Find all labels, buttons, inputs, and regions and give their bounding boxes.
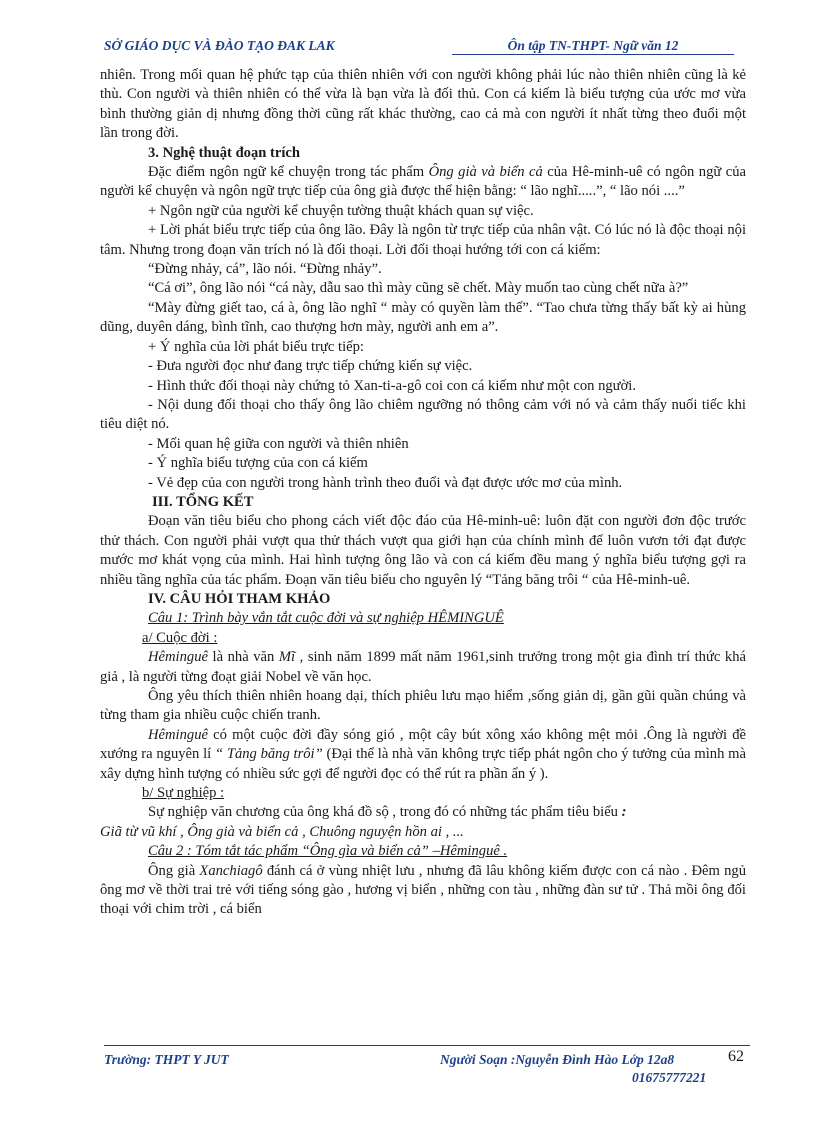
paragraph <box>100 862 746 920</box>
page-number: 62 <box>728 1048 744 1065</box>
list-item: - Hình thức đối thoại này chứng tỏ Xan-ti-a-gô coi con cá kiếm như một con người. <box>148 377 636 394</box>
subheading <box>100 784 746 803</box>
list-item: - Ý nghĩa biểu tượng của con cá kiếm <box>148 455 368 472</box>
header-department: SỞ GIÁO DỤC VÀ ĐÀO TẠO ĐAK LAK <box>104 38 335 53</box>
text: Đặc điểm ngôn ngữ kể chuyện trong tác phẩm <box>148 164 429 181</box>
paragraph: + Ngôn ngữ của người kể chuyện tường thuật khách quan sự việc. <box>148 202 534 219</box>
paragraph <box>100 726 746 784</box>
paragraph <box>100 648 746 687</box>
paragraph: “Cá ơi”, ông lão nói “cá này, dẫu sao thì mày cũng sẽ chết. Mày muốn tao cùng chết nữa à?” <box>148 280 689 297</box>
text: Sự nghiệp văn chương của ông khá đồ sộ , trong đó có những tác phẩm tiêu biểu <box>148 804 622 821</box>
footer-author: Người Soạn :Nguyễn Đình Hào Lớp 12a8 <box>440 1052 675 1067</box>
paragraph: nhiên. Trong mối quan hệ phức tạp của thiên nhiên với con người không phải lúc nào thiên nhiên cũng là kẻ thù. Con người và thiên nhiên có thể vừa là bạn vừa là đối thủ. Con cá kiếm là biểu tượng của ước mơ vừa bình thường giản dị nhưng đồng thời cũng rất khác thường, cao cả mà con người ít nhất từng theo đuổi một lần trong đời. <box>100 67 746 142</box>
page-footer <box>104 1048 750 1088</box>
header-subject: Ôn tập TN-THPT- Ngữ văn 12 <box>452 38 734 55</box>
paragraph <box>100 163 746 202</box>
label: b/ Sự nghiệp : <box>142 785 225 802</box>
paragraph: “Đừng nhảy, cá”, lão nói. “Đừng nhảy”. <box>148 261 382 278</box>
section-heading: IV. CÂU HỎI THAM KHẢO <box>148 590 331 607</box>
text: , sinh năm 1899 mất năm 1961,sinh trưởng trong một gia đình trí thức khá giả , là người từng đoạt giải Nobel về văn học. <box>100 649 746 685</box>
text: : <box>621 804 627 821</box>
footer-phone: 01675777221 <box>632 1070 707 1085</box>
text: có một cuộc đời đầy sóng gió , một cây bút xông xáo không mệt mỏi .Ông là người đề xướng ra nguyên lí <box>100 726 746 763</box>
text: (Đại thể là nhà văn không trực tiếp phát ngôn cho ý tưởng của mình mà xây dựng hình tượng có nhiều sức gợi để người đọc có thể rút ra phần ẩn ý ). <box>100 746 746 782</box>
list-item: - Đưa người đọc như đang trực tiếp chứng kiến sự việc. <box>148 358 473 375</box>
paragraph: + Lời phát biểu trực tiếp của ông lão. Đây là ngôn từ trực tiếp của nhân vật. Có lúc nó là độc thoại nội tâm. Nhưng trong đoạn văn trích nó là đối thoại. Lời đối thoại hướng tới con cá kiếm: <box>100 222 746 258</box>
work-title: Ông già và biển cả <box>428 164 543 181</box>
list-item: - Vẻ đẹp của con người trong hành trình theo đuổi và đạt được ước mơ của mình. <box>148 474 623 491</box>
author-name: Hêminguê <box>148 649 208 666</box>
page-header <box>104 38 744 62</box>
question-heading: Câu 1: Trình bày vắn tắt cuộc đời và sự nghiệp HÊMINGUÊ <box>148 610 504 627</box>
text: Mĩ <box>278 649 296 666</box>
works-list: Giã từ vũ khí , Ông già và biển cả , Chuông nguyện hồn ai , ... <box>100 823 464 840</box>
subheading <box>100 629 746 648</box>
paragraph: “Mày đừng giết tao, cá à, ông lão nghĩ “ mày có quyền làm thế”. “Tao chưa từng thấy bất kỳ ai hùng dũng, duyên dáng, bình tĩnh, cao thượng hơn mày, người anh em a”. <box>100 299 746 336</box>
paragraph: Đoạn văn tiêu biểu cho phong cách viết độc đáo của Hê-minh-uê: luôn đặt con người đơn độc trước thử thách. Con người phải vượt qua thử thách vượt qua giới hạn của chính mình để luôn vươn tới đạt được mước mơ khát vọng của mình. Hai hình tượng ông lão và con cá kiếm đều mang ý nghĩa biểu tượng gợi ra nhiều tầng nghĩa của tác phẩm. Đoạn văn tiêu biểu cho nguyên lý “Tảng băng trôi “ của Hê-minh-uê. <box>100 513 746 588</box>
section-heading: III. TỔNG KẾT <box>152 493 254 510</box>
label: a/ Cuộc đời : <box>142 629 218 646</box>
question-heading: Câu 2 : Tóm tắt tác phẩm “Ông gìa và biển cả” –Hêminguê . <box>148 843 508 860</box>
character-name: Xanchiagô <box>199 862 263 879</box>
text: của Hê-minh-uê có ngôn ngữ của người kể chuyện và ngôn ngữ trực tiếp của ông già được thể hiện bằng: “ lão nghĩ.....”, “ lão nói ....” <box>100 164 746 200</box>
text: là nhà văn <box>207 649 279 666</box>
list-item: - Mối quan hệ giữa con người và thiên nhiên <box>148 435 409 452</box>
paragraph <box>100 803 746 822</box>
list-item: - Nội dung đối thoại cho thấy ông lão chiêm ngưỡng nó thông cảm với nó và cảm thấy nuối tiếc khi tiêu diệt nó. <box>100 396 746 433</box>
footer-school: Trường: THPT Y JUT <box>104 1052 229 1067</box>
quote: “ Tảng băng trôi” <box>214 746 323 763</box>
footer-divider <box>104 1045 750 1046</box>
author-name: Hêminguê <box>148 726 208 743</box>
text: Ông già <box>148 862 200 879</box>
section-heading: 3. Nghệ thuật đoạn trích <box>148 144 301 161</box>
document-body <box>100 66 746 920</box>
paragraph: Ông yêu thích thiên nhiên hoang dại, thích phiêu lưu mạo hiểm ,sống giản dị, gần gũi quần chúng và từng tham gia nhiều cuộc chiến tranh. <box>100 688 746 724</box>
text: đánh cá ở vùng nhiệt lưu , nhưng đã lâu không kiếm được con cá nào . Đêm ngủ ông mơ về thời trai trẻ với tiếng sóng gào , hương vị biển , những con tàu , những đàn sư tử . Thả mồi ông đối thoại với chim trời , cá biển <box>100 862 746 918</box>
paragraph: + Ý nghĩa của lời phát biểu trực tiếp: <box>148 338 364 355</box>
